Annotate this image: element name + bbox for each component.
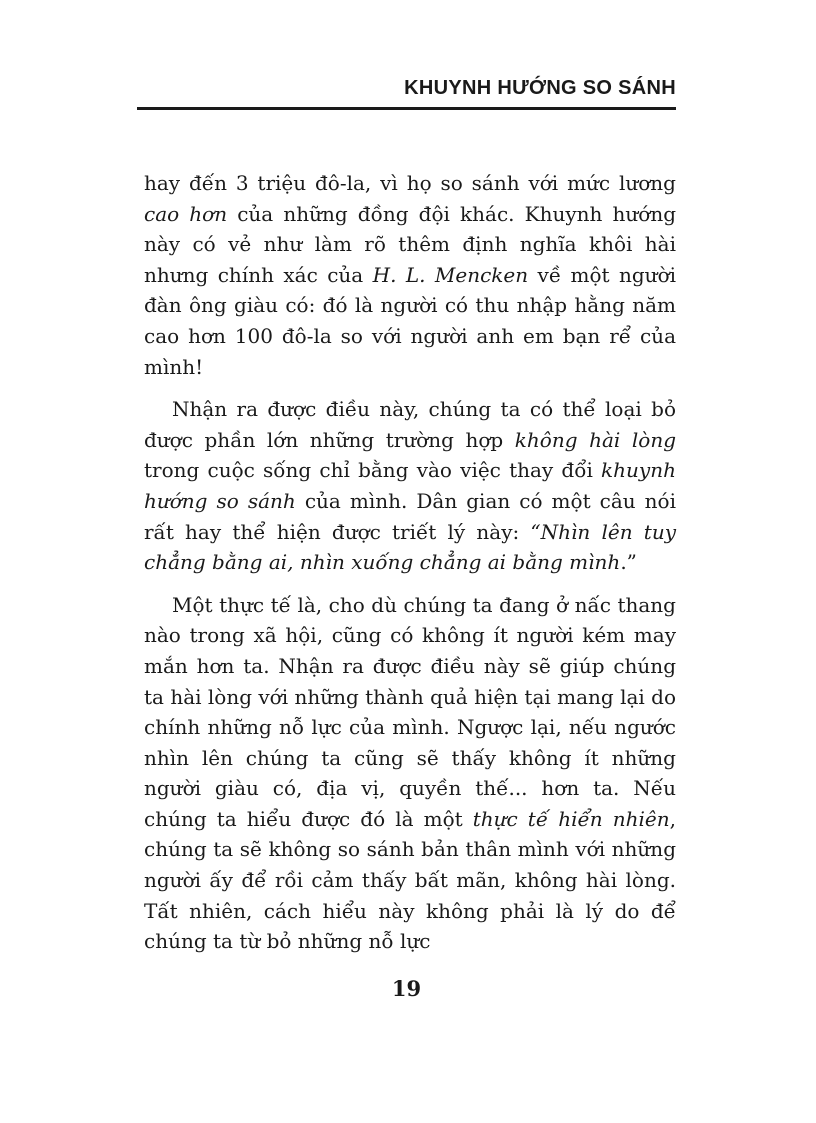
text-segment: Một thực tế là, cho dù chúng ta đang ở nấc thang nào trong xã hội, cũng có không ít người kém may mắn hơn ta. Nhận ra được điều này sẽ giúp chúng ta hài lòng với những thành quả hiện tại mang lại do chính những nỗ lực của mình. Ngược lại, nếu ngước nhìn lên chúng ta cũng sẽ thấy không ít những người giàu có, địa vị, quyền thế... hơn ta. Nếu chúng ta hiểu được đó là một — [144, 592, 676, 831]
paragraph-3 — [144, 590, 676, 957]
emphasis-segment: khuynh hướng so sánh — [144, 458, 676, 513]
text-segment: của những đồng đội khác. Khuynh hướng này có vẻ như làm rõ thêm định nghĩa khôi hài nhưng chính xác của — [144, 201, 676, 287]
emphasis-segment: cao hơn — [144, 201, 228, 226]
text-segment: Nhận ra được điều này, chúng ta có thể loại bỏ được phần lớn những trường hợp — [144, 397, 676, 452]
header-rule — [137, 107, 676, 110]
paragraph-1 — [144, 168, 676, 382]
page-number: 19 — [391, 976, 422, 1001]
body-text — [144, 168, 676, 957]
text-segment: , chúng ta sẽ không so sánh bản thân mình với những người ấy để rồi cảm thấy bất mãn, không hài lòng. Tất nhiên, cách hiểu này không phải là lý do để chúng ta từ bỏ những nỗ lực — [144, 806, 676, 954]
text-segment: trong cuộc sống chỉ bằng vào việc thay đổi — [144, 458, 602, 483]
running-header-title: KHUYNH HƯỚNG SO SÁNH — [404, 77, 676, 99]
text-segment: của mình. Dân gian có một câu nói rất hay thể hiện được triết lý này: — [144, 488, 676, 544]
emphasis-segment: H. L. Mencken — [372, 262, 529, 287]
emphasis-segment: thực tế hiển nhiên — [472, 806, 670, 831]
emphasis-segment: “Nhìn lên tuy chẳng bằng ai, nhìn xuống chẳng ai bằng mình — [144, 519, 676, 575]
paragraph-2 — [144, 394, 676, 578]
emphasis-segment: không hài lòng — [514, 427, 676, 452]
text-segment: về một người đàn ông giàu có: đó là người có thu nhập hằng năm cao hơn 100 đô-la so với người anh em bạn rể của mình! — [144, 262, 677, 379]
text-segment: .” — [620, 550, 637, 575]
text-segment: hay đến 3 triệu đô-la, vì họ so sánh với mức lương — [144, 171, 676, 195]
